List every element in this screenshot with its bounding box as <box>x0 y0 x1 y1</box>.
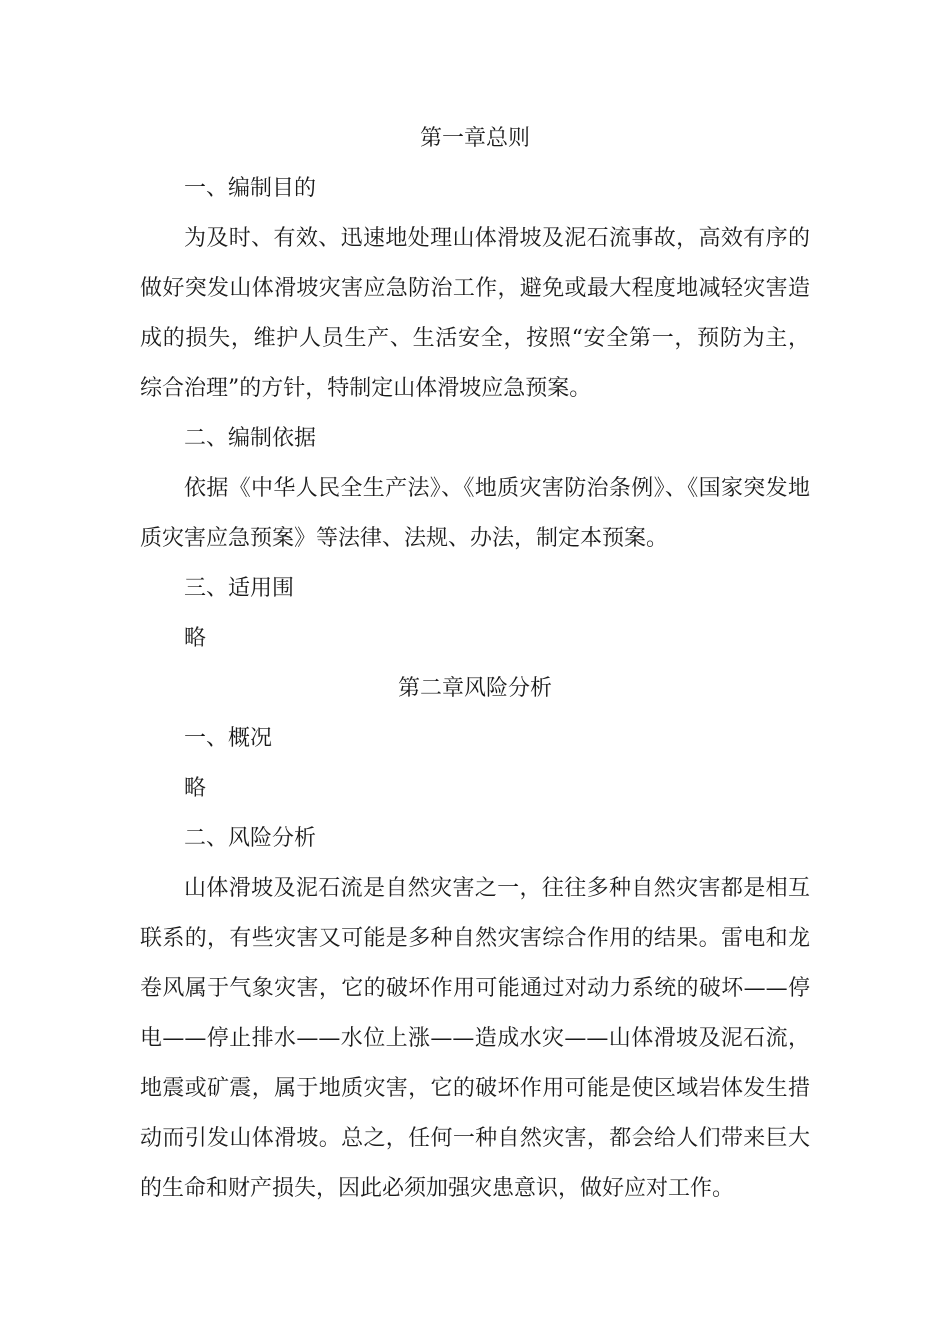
chapter1-section2-heading: 二、编制依据 <box>184 426 317 451</box>
document-body <box>140 114 810 1214</box>
chapter1-section2-paragraph: 依据《中华人民全生产法》、《地质灾害防治条例》、《国家突发地质灾害应急预案》等法律、法规、办法，制定本预案。 <box>140 476 810 551</box>
chapter1-title: 第一章总则 <box>419 126 530 151</box>
chapter2-section1-paragraph: 略 <box>184 776 207 801</box>
chapter2-section1-heading: 一、概况 <box>184 726 273 751</box>
chapter1-section3-paragraph: 略 <box>184 626 207 651</box>
chapter1-section3-heading: 三、适用围 <box>184 576 295 601</box>
chapter2-section2-heading: 二、风险分析 <box>184 826 317 851</box>
chapter1-section1-paragraph: 为及时、有效、迅速地处理山体滑坡及泥石流事故，高效有序的做好突发山体滑坡灾害应急防治工作，避免或最大程度地减轻灾害造成的损失，维护人员生产、生活安全，按照“安全第一，预防为主，综合治理”的方针，特制定山体滑坡应急预案。 <box>140 226 810 401</box>
chapter2-title: 第二章风险分析 <box>397 676 552 701</box>
chapter1-section1-heading: 一、编制目的 <box>184 176 317 201</box>
chapter2-section2-paragraph: 山体滑坡及泥石流是自然灾害之一，往往多种自然灾害都是相互联系的，有些灾害又可能是多种自然灾害综合作用的结果。雷电和龙卷风属于气象灾害，它的破坏作用可能通过对动力系统的破坏——停电——停止排水——水位上涨——造成水灾——山体滑坡及泥石流，地震或矿震，属于地质灾害，它的破坏作用可能是使区域岩体发生措动而引发山体滑坡。总之，任何一种自然灾害，都会给人们带来巨大的生命和财产损失，因此必须加强灾患意识，做好应对工作。 <box>140 876 810 1201</box>
